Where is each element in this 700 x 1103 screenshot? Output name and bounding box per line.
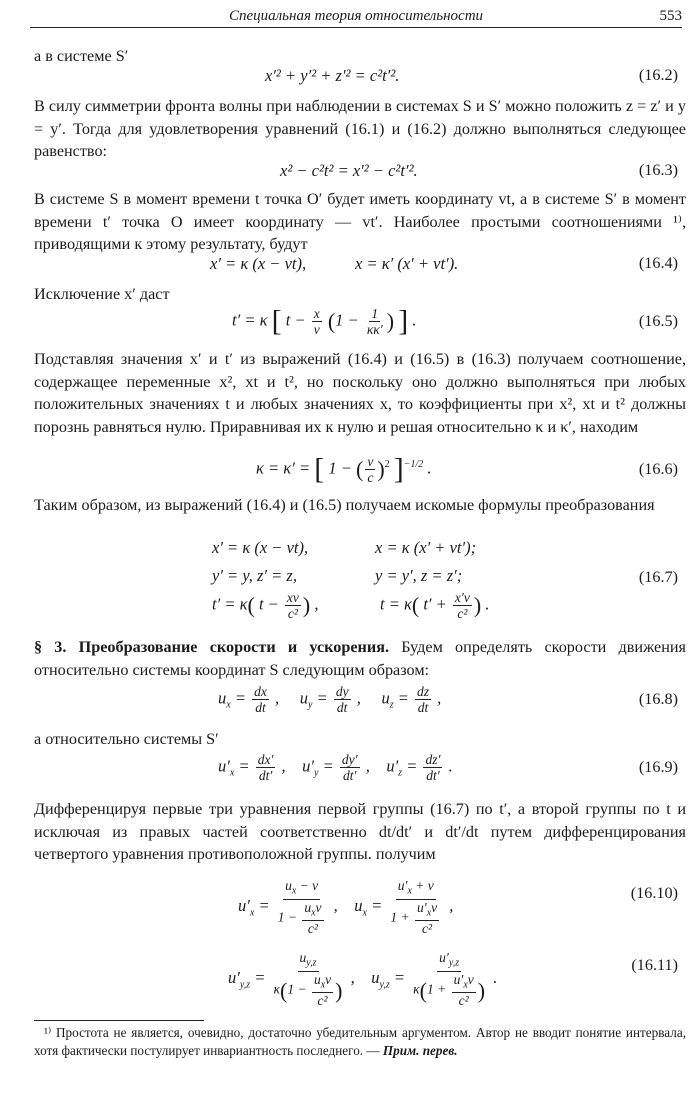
equation-left: x′ = κ (x − vt),: [210, 254, 307, 273]
equation-number: (16.3): [638, 161, 678, 179]
equation-number: (16.11): [631, 956, 678, 974]
eq-row1-right: x = κ (x′ + vt′);: [375, 538, 477, 557]
equation-16-9: [0, 752, 700, 786]
eq-row3-left: t′ = κ( t − $\frac{xv}{\text{c²}}$ ) ,: [212, 590, 319, 621]
footnote-rule: [34, 1020, 204, 1021]
eq-row1-left: x′ = κ (x − vt),: [212, 538, 309, 557]
equation-body: t′ = κ [ t − $\frac{x}{v}$ (1 − $\frac{1}{\kappa\kappa'}$ ) ] .: [232, 304, 417, 338]
equation-number: (16.9): [638, 758, 678, 776]
eq-row2-left: y′ = y, z′ = z,: [212, 566, 297, 585]
page-number: 553: [659, 8, 682, 24]
equation-16-8: [0, 684, 700, 718]
paragraph-8: Дифференцируя первые три уравнения первой группы (16.7) по t′, а второй группы по t и исключая из правых частей соответственно dt/dt′ и dt′/dt путем дифференцирования четвертого уравнения противоположной группы. получим: [34, 800, 686, 864]
equation-16-6: [0, 454, 700, 488]
equation-right: x = κ′ (x′ + vt′).: [355, 254, 459, 273]
equation-number: (16.7): [638, 568, 678, 586]
equation-number: (16.2): [638, 66, 678, 84]
eq-row3-right: t = κ( t′ + $\frac{x'v}{\text{c²}}$ ) .: [380, 590, 490, 621]
equation-body: $u'_{y,z}$ = $u_{y,z}$ κ(1 − $\frac{u_xv}{\text{c²}}$ ) , $u_{y,z}$ = $u'_{y,z}$ κ(1 + $\frac{u'_xv}{\text{c²}}$ ) .: [228, 950, 498, 1009]
equation-number: (16.6): [638, 460, 678, 478]
paragraph-2: В силу симметрии фронта волны при наблюдении в системах S и S′ можно положить z = z′ и y = y′. Тогда для удовлетворения уравнений (16.1) и (16.2) должно выполняться следующее равенство:: [34, 97, 686, 161]
equation-body: x′² + y′² + z′² = c²t′².: [265, 66, 400, 85]
paragraph-3: В системе S в момент времени t точка O′ будет иметь координату vt, а в системе S′ в момент времени t′ точка O имеет координату — vt′. Наиболее простыми соотношениями ¹⁾, приводящими к этому результату, будут: [34, 190, 686, 254]
running-title: Специальная теория относительности: [228, 8, 484, 24]
equation-body: κ = κ′ = [ 1 − ( $\frac{v}{c}$ )$^2$ ]$^{-1/2}$ .: [256, 452, 432, 486]
equation-16-3: [0, 161, 700, 185]
section-heading: § 3. Преобразование скорости и ускорения.: [34, 638, 390, 656]
paragraph-6: Таким образом, из выражений (16.4) и (16.5) получаем искомые формулы преобразования: [34, 496, 655, 514]
equation-number: (16.10): [630, 884, 678, 902]
paragraph-4: Исключение x′ даст: [34, 285, 170, 303]
equation-16-11: [0, 950, 700, 1009]
equation-number: (16.8): [638, 690, 678, 708]
equation-16-10: [0, 878, 700, 937]
equation-16-2: [0, 66, 700, 90]
footnote: [34, 1024, 686, 1060]
section-text: Будем определять скорости движения относительно системы координат S следующим образом:: [34, 638, 686, 679]
footnote-text: ¹⁾ Простота не является, очевидно, достаточно убедительным аргументом. Автор не вводит понятие интервала, хотя фактически постулирует инвариантность последнего. —: [34, 1025, 686, 1058]
equation-body: x² − c²t² = x′² − c²t′².: [280, 161, 418, 180]
equation-body: $u'_x$ = $\frac{dx'}{dt'}$ , $u'_y$ = $\frac{dy'}{dt'}$ , $u'_z$ = $\frac{dz'}{dt'}$ .: [218, 752, 453, 783]
equation-16-5: [0, 306, 700, 340]
equation-body: $u'_x$ = $u_x - v$ 1 − $\frac{u_xv}{\text{c²}}$ , $u_x$ = $u'_x + v$ 1 + $\frac{u'_xv}{\text{c²}}$ ,: [238, 878, 454, 937]
paragraph-7: а относительно системы S′: [34, 730, 219, 748]
eq-row2-right: y = y′, z = z′;: [375, 566, 463, 585]
paragraph-5: Подставляя значения x′ и t′ из выражений (16.4) и (16.5) в (16.3) получаем соотношение, содержащее переменные x², xt и t², но поскольку оно должно выполняться при любых положительных значениях t и любых значениях x, то коэффициенты при x², xt и t² должны порознь равняться нулю. Приравнивая их к нулю и решая относительно κ и κ′, находим: [34, 350, 686, 436]
equation-16-4: [0, 254, 700, 278]
paragraph-1: а в системе S′: [34, 47, 129, 65]
footnote-attribution: Прим. перев.: [382, 1043, 458, 1058]
running-header: [30, 6, 682, 28]
equation-body: $u_x$ = $\frac{dx}{dt}$ , $u_y$ = $\frac{dy}{dt}$ , $u_z$ = $\frac{dz}{dt}$ ,: [218, 684, 442, 715]
header-rule: [30, 27, 682, 28]
equation-number: (16.4): [638, 254, 678, 272]
section-3-paragraph: [34, 636, 686, 681]
equation-number: (16.5): [638, 312, 678, 330]
